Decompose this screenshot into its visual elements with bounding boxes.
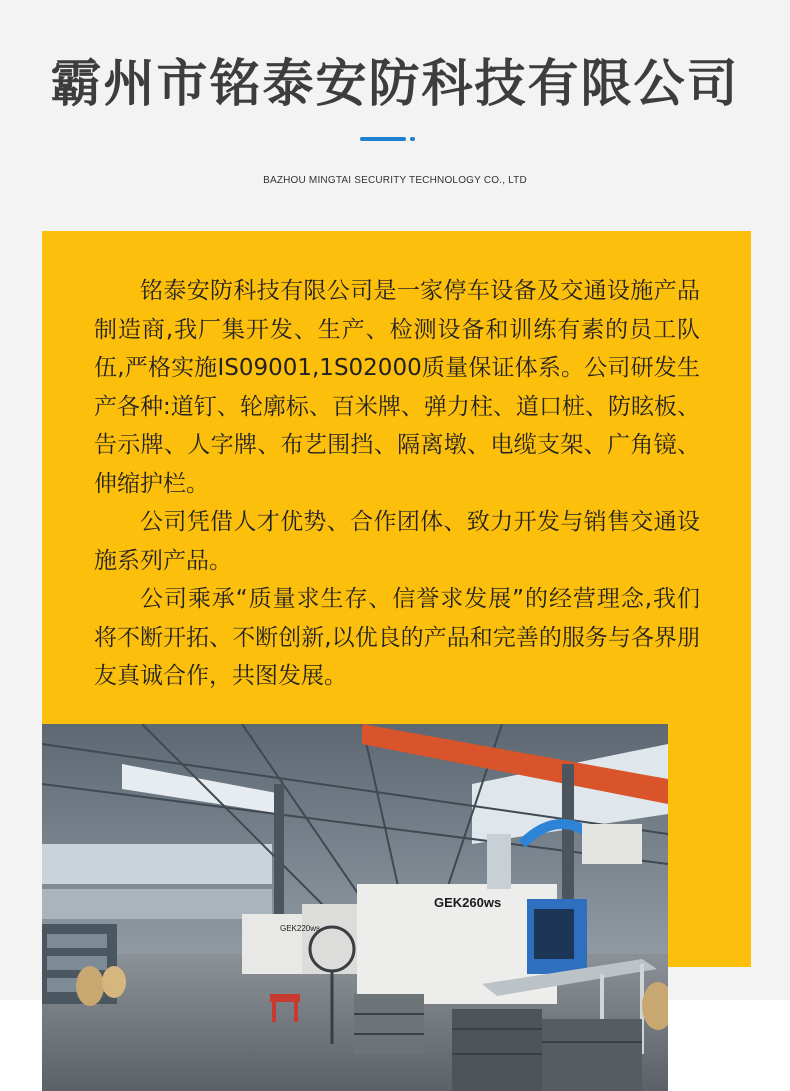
title-divider [360,137,406,141]
factory-photo [42,724,668,1091]
intro-paragraph-2: 公司凭借人才优势、合作团体、致力开发与销售交通设施系列产品。 [94,509,700,574]
machine-label-main: GEK260ws [434,895,502,910]
company-title: 霸州市铭泰安防科技有限公司 [50,55,740,114]
intro-paragraph-1: 铭泰安防科技有限公司是一家停车设备及交通设施产品制造商,我厂集开发、生产、检测设备和训练有素的员工队伍,严格实施IS09001,1S02000质量保证体系。公司研发生产各种:道钉、轮廓标、百米牌、弹力柱、道口桩、防眩板、告示牌、人字牌、布艺围挡、隔离墩、电缆支架、广角镜、伸缩护栏。 [94,278,700,497]
intro-paragraph-3: 公司乘承“质量求生存、信誉求发展”的经营理念,我们将不断开拓、不断创新,以优良的产品和完善的服务与各界朋友真诚合作，共图发展。 [94,586,700,689]
intro-text [94,272,700,696]
machine-label-secondary: GEK220ws [280,924,321,933]
title-divider-dot [410,137,415,141]
company-english-name: BAZHOU MINGTAI SECURITY TECHNOLOGY CO., LTD [263,175,527,186]
